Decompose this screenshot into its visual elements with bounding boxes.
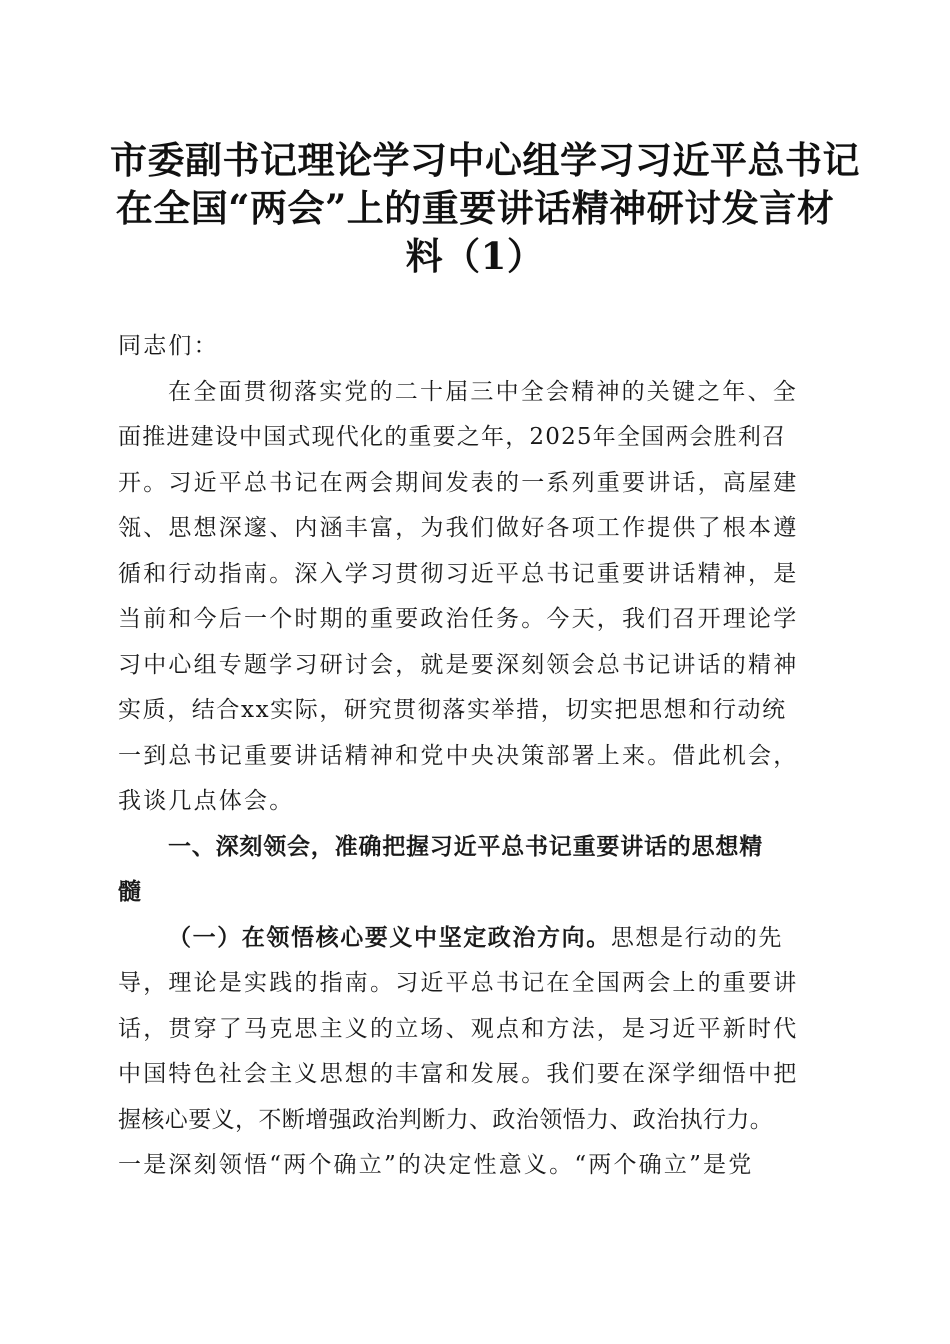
intro-paragraph-line: 瓴、思想深邃、内涵丰富，为我们做好各项工作提供了根本遵 <box>118 515 799 541</box>
subsection-first-line <box>118 916 838 962</box>
document-title <box>110 136 860 280</box>
section-heading-line: 一、深刻领会，准确把握习近平总书记重要讲话的思想精 <box>168 833 763 860</box>
intro-paragraph-line: 循和行动指南。深入学习贯彻习近平总书记重要讲话精神，是 <box>118 560 799 587</box>
intro-paragraph-line: 在全面贯彻落实党的二十届三中全会精神的关键之年、全 <box>168 378 798 405</box>
subsection-paragraph-line: 导，理论是实践的指南。习近平总书记在全国两会上的重要讲 <box>118 970 799 996</box>
intro-paragraph-line: 我谈几点体会。 <box>118 788 295 814</box>
subsection-paragraph-line: 中国特色社会主义思想的丰富和发展。我们要在深学细悟中把 <box>118 1061 799 1087</box>
intro-paragraph-line: 一到总书记重要讲话精神和党中央决策部署上来。借此机会， <box>118 742 799 769</box>
title-line: 市委副书记理论学习中心组学习习近平总书记 <box>110 138 860 182</box>
subsection-paragraph-line: 握核心要义，不断增强政治判断力、政治领悟力、政治执行力。 <box>118 1106 774 1133</box>
intro-paragraph-line: 当前和今后一个时期的重要政治任务。今天，我们召开理论学 <box>118 606 799 632</box>
intro-paragraph-line: 习中心组专题学习研讨会，就是要深刻领会总书记讲话的精神 <box>118 651 799 678</box>
intro-paragraph-line: 面推进建设中国式现代化的重要之年，2025年全国两会胜利召 <box>118 424 787 450</box>
subsection-heading: （一）在领悟核心要义中坚定政治方向。 <box>168 924 611 951</box>
document-body <box>118 324 838 1189</box>
section-heading-line: 髓 <box>118 879 142 905</box>
intro-paragraph-line: 开。习近平总书记在两会期间发表的一系列重要讲话，高屋建 <box>118 469 799 496</box>
subsection-text: 思想是行动的先 <box>610 924 784 951</box>
title-line: 在全国“两会”上的重要讲话精神研讨发言材 <box>115 186 835 230</box>
salutation: 同志们： <box>118 333 219 359</box>
subsection-paragraph-line: 一是深刻领悟“两个确立”的决定性意义。“两个确立”是党 <box>118 1152 754 1178</box>
subsection-paragraph-line: 话，贯穿了马克思主义的立场、观点和方法，是习近平新时代 <box>118 1015 799 1042</box>
intro-paragraph-line: 实质，结合xx实际，研究贯彻落实举措，切实把思想和行动统 <box>118 697 787 723</box>
title-line: 料（1） <box>405 234 545 278</box>
